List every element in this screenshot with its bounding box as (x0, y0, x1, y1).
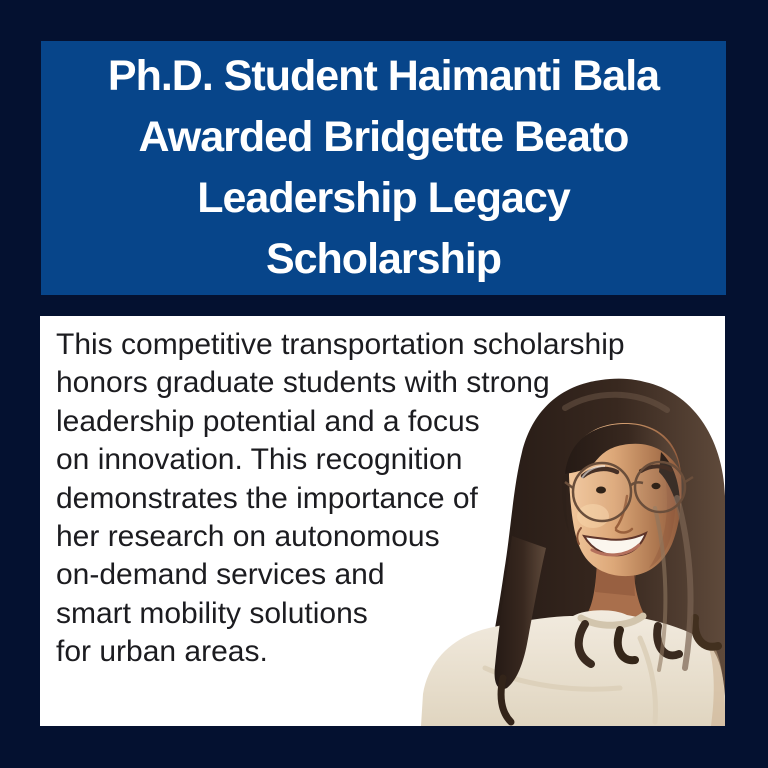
body-line-5: demonstrates the importance of (56, 481, 478, 515)
headline-line-3: Leadership Legacy (197, 174, 570, 222)
headline-line-2: Awarded Bridgette Beato (138, 113, 629, 161)
student-photo (415, 378, 725, 726)
body-line-3: leadership potential and a focus (56, 404, 480, 438)
headline-line-1: Ph.D. Student Haimanti Bala (107, 52, 660, 100)
headline-line-4: Scholarship (265, 235, 502, 283)
body-line-8: smart mobility solutions (56, 596, 368, 630)
body-line-6: her research on autonomous (56, 520, 440, 554)
body-line-7: on-demand services and (56, 558, 385, 592)
body-line-2: honors graduate students with strong (56, 366, 550, 400)
content-card (40, 316, 725, 726)
body-line-9: for urban areas. (56, 635, 268, 669)
body-line-4: on innovation. This recognition (56, 443, 463, 477)
body-line-1: This competitive transportation scholarship (56, 328, 625, 361)
headline-banner (41, 41, 726, 295)
